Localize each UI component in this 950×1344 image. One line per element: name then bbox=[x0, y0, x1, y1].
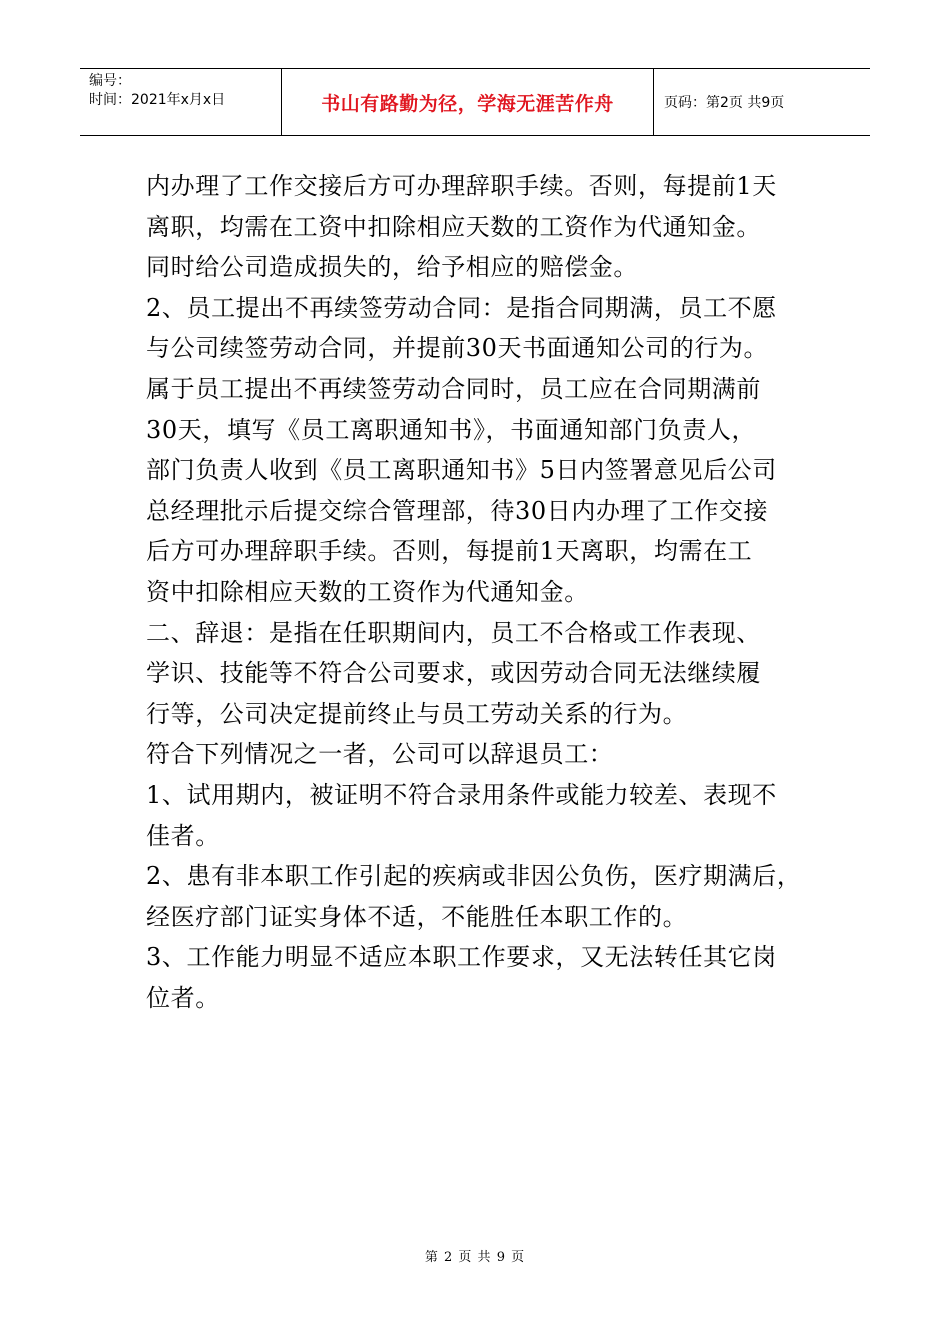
body-line: 1、试用期内，被证明不符合录用条件或能力较差、表现不 bbox=[146, 780, 777, 809]
body-line: 属于员工提出不再续签劳动合同时，员工应在合同期满前 bbox=[146, 374, 761, 403]
body-line: 2、员工提出不再续签劳动合同：是指合同期满，员工不愿 bbox=[146, 293, 777, 322]
header-page-cell bbox=[654, 69, 870, 135]
header-motto-cell bbox=[282, 69, 654, 135]
body-line: 后方可办理辞职手续。否则，每提前1天离职，均需在工 bbox=[146, 537, 753, 566]
body-line: 离职，均需在工资中扣除相应天数的工资作为代通知金。 bbox=[146, 212, 761, 241]
header-motto: 书山有路勤为径，学海无涯苦作舟 bbox=[321, 92, 614, 115]
body-line: 二、辞退：是指在任职期间内，员工不合格或工作表现、 bbox=[146, 618, 761, 647]
body-line: 部门负责人收到《员工离职通知书》5日内签署意见后公司 bbox=[146, 456, 777, 485]
page-footer bbox=[0, 1246, 950, 1265]
body-line: 位者。 bbox=[146, 983, 220, 1012]
body-line: 资中扣除相应天数的工资作为代通知金。 bbox=[146, 577, 589, 606]
body-line: 同时给公司造成损失的，给予相应的赔偿金。 bbox=[146, 253, 638, 282]
document-body bbox=[146, 166, 826, 1018]
body-line: 总经理批示后提交综合管理部，待30日内办理了工作交接 bbox=[146, 496, 769, 525]
body-line: 佳者。 bbox=[146, 821, 220, 850]
body-line: 30天，填写《员工离职通知书》，书面通知部门负责人， bbox=[146, 415, 757, 444]
body-line: 2、患有非本职工作引起的疾病或非因公负伤，医疗期满后， bbox=[146, 862, 802, 891]
document-header bbox=[80, 68, 870, 136]
body-line: 内办理了工作交接后方可办理辞职手续。否则，每提前1天 bbox=[146, 172, 777, 200]
document-date: 时间：2021年x月x日 bbox=[89, 92, 226, 108]
header-meta-cell bbox=[80, 69, 282, 135]
body-line: 经医疗部门证实身体不适，不能胜任本职工作的。 bbox=[146, 902, 688, 931]
body-line: 符合下列情况之一者，公司可以辞退员工： bbox=[146, 740, 614, 769]
body-line: 学识、技能等不符合公司要求，或因劳动合同无法继续履 bbox=[146, 659, 761, 688]
body-line: 行等，公司决定提前终止与员工劳动关系的行为。 bbox=[146, 699, 688, 728]
body-line: 与公司续签劳动合同，并提前30天书面通知公司的行为。 bbox=[146, 334, 769, 363]
header-page-info: 页码：第2页 共9页 bbox=[664, 95, 785, 111]
footer-page-number: 第 2 页 共 9 页 bbox=[424, 1250, 526, 1265]
body-line: 3、工作能力明显不适应本职工作要求，又无法转任其它岗 bbox=[146, 943, 777, 972]
document-number-label: 编号： bbox=[89, 73, 131, 89]
